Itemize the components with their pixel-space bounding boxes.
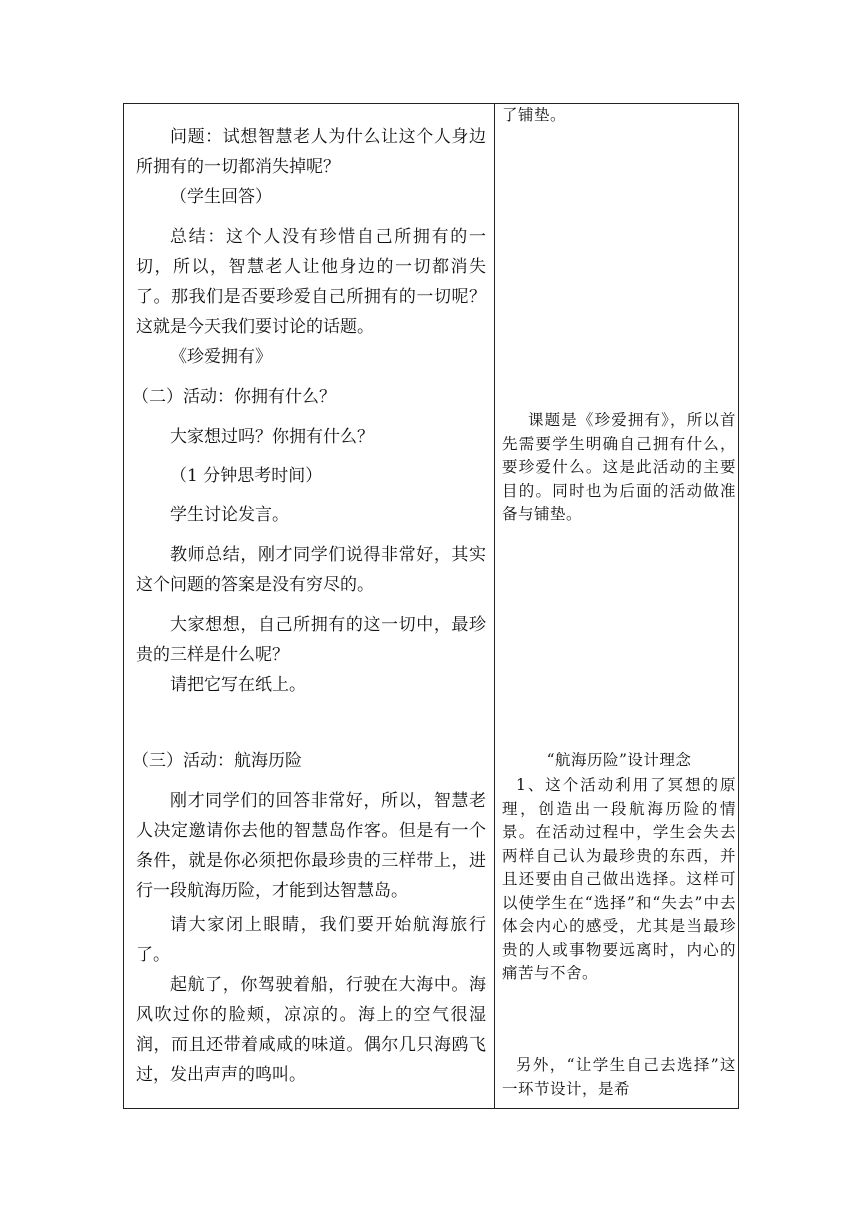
topic-note-paragraph: 课题是《珍爱拥有》，所以首先需要学生明确自己拥有什么，要珍爱什么。这是此活动的主要目的。同时也为后面的活动做准备与铺垫。 bbox=[502, 411, 736, 523]
design-rationale-column bbox=[496, 104, 738, 1108]
column-divider bbox=[494, 104, 495, 1108]
summary-paragraph: 总结：这个人没有珍惜自己所拥有的一切，所以，智慧老人让他身边的一切都消失了。那我们是否要珍爱自己所拥有的一切呢？这就是今天我们要讨论的话题。 bbox=[136, 227, 486, 337]
sailing-paragraph: 起航了，你驾驶着船，行驶在大海中。海风吹过你的脸颊，凉凉的。海上的空气很湿润，而且还带着咸咸的味道。偶尔几只海鸥飞过，发出声声的鸣叫。 bbox=[136, 975, 486, 1085]
activity2-heading: （二）活动：你拥有什么？ bbox=[132, 387, 336, 407]
activity2-question: 大家想过吗？你拥有什么？ bbox=[170, 427, 374, 447]
topic-paragraph: 《珍爱拥有》 bbox=[170, 347, 272, 367]
teacher-summary-paragraph: 教师总结，刚才同学们说得非常好，其实这个问题的答案是没有穷尽的。 bbox=[136, 545, 486, 595]
write-down-paragraph: 请把它写在纸上。 bbox=[170, 675, 306, 695]
activity3-heading: （三）活动：航海历险 bbox=[132, 751, 302, 771]
close-eyes-paragraph: 请大家闭上眼睛，我们要开始航海旅行了。 bbox=[136, 915, 486, 965]
continuation-text: 了铺垫。 bbox=[502, 106, 567, 124]
voyage-intro-paragraph: 刚才同学们的回答非常好，所以，智慧老人决定邀请你去他的智慧岛作客。但是有一个条件，就是你必须把你最珍贵的三样带上，进行一段航海历险，才能到达智慧岛。 bbox=[136, 791, 486, 901]
design-point2-paragraph: 另外，“让学生自己去选择”这一环节设计，是希 bbox=[502, 1056, 736, 1098]
design-point1-paragraph: 1、这个活动利用了冥想的原理，创造出一段航海历险的情景。在活动过程中，学生会失去两样自己认为最珍贵的东西，并且还要由自己做出选择。这样可以使学生在“选择”和“失去”中去体会内心的感受，尤其是当最珍贵的人或事物要远离时，内心的痛苦与不舍。 bbox=[502, 776, 736, 982]
question-paragraph: 问题：试想智慧老人为什么让这个人身边所拥有的一切都消失掉呢？ bbox=[136, 127, 486, 177]
think-time-paragraph: （1 分钟思考时间） bbox=[170, 466, 323, 486]
three-items-paragraph: 大家想想，自己所拥有的这一切中，最珍贵的三样是什么呢？ bbox=[136, 615, 486, 665]
design-title: “航海历险”设计理念 bbox=[546, 751, 692, 769]
teaching-process-column bbox=[124, 104, 494, 1108]
student-discussion-paragraph: 学生讨论发言。 bbox=[170, 505, 289, 525]
lesson-plan-table bbox=[123, 103, 739, 1109]
student-answer-paragraph: （学生回答） bbox=[170, 187, 272, 207]
